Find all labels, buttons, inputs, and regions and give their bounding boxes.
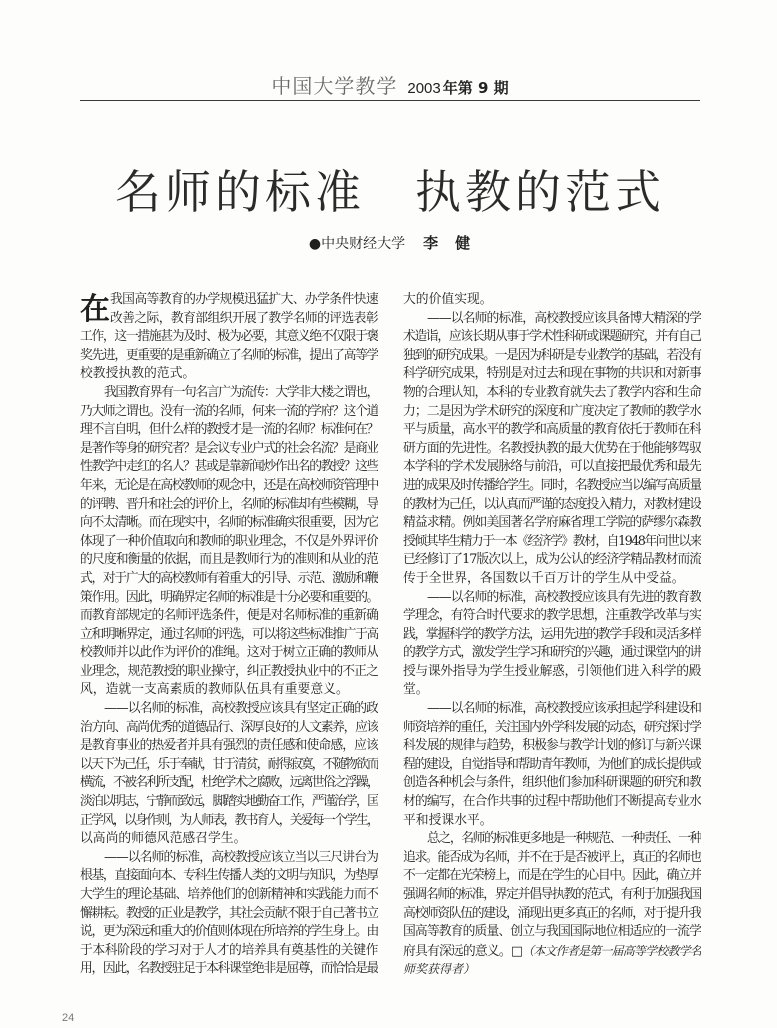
text-line: 科学研究成果，特别是对过去和现在事物的共识和对新事 [403,366,701,382]
text-line: 授与课外指导为学生授业解惑，引领他们进入科学的殿 [403,663,701,679]
right-column [403,291,701,991]
text-line: 立和明晰界定，通过名师的评选，可以将这些标准推广于高 [80,626,378,642]
text-line: 物的合理认知，本科的专业教育就失去了教学内容和生命 [403,384,701,400]
text-line: 改善之际，教育部组织开展了教学名师的评选表彰 [110,310,378,326]
text-line: 奖先进，更重要的是重新确立了名师的标准，提出了高等学 [80,347,378,363]
text-line: 力；二是因为学术研究的深度和广度决定了教师的教学水 [403,403,701,419]
text-line: 工作，这一措施甚为及时、极为必要，其意义绝不仅限于褒 [80,329,378,345]
text-line: 践，掌握科学的教学方法，运用先进的教学手段和灵活多样 [403,626,701,642]
text-line: 策作用。因此，明确界定名师的标准是十分必要和重要的。 [80,589,378,605]
text-line: 乃大师之谓也。没有一流的名师，何来一流的学府？这个道 [80,403,378,419]
text-line: ——以名师的标准，高校教授应该立当以三尺讲台为 [104,849,378,865]
text-line: ——以名师的标准，高校教授应该承担起学科建设和 [427,701,701,717]
text-line: ——以名师的标准，高校教授应该具有坚定正确的政 [104,701,378,717]
paragraph [80,700,378,849]
paragraph [80,291,378,384]
text-line: 研方面的先进性。名教授执教的最大优势在于他能够驾驭 [403,440,701,456]
text-line: 治方向、高尚优秀的道德品行、深厚良好的人文素养，应该 [80,719,378,735]
text-line: ——以名师的标准，高校教授应该具备博大精深的学 [427,310,701,326]
text-line: 向不太清晰。而在现实中，名师的标准确实很重要，因为它 [80,515,378,531]
text-line [403,960,701,979]
text-line: 创造各种机会与条件，组织他们参加科研课题的研究和教 [403,775,701,791]
author-note: （本文作者是第一届高等学校教学名 [522,943,701,958]
drop-cap: 在 [80,292,110,327]
author-name: 李 健 [423,234,472,252]
text-line: 是教育事业的热爱者并具有强烈的责任感和使命感，应该 [80,738,378,754]
text-line: 风，造就一支高素质的教师队伍具有重要意义。 [80,682,349,698]
text-line: 用，因此，名教授驻足于本科课堂绝非是屈尊，而恰恰是最 [80,961,378,977]
text-line: 根基，直接面向本、专科生传播人类的文明与知识，为垫厚 [80,868,378,884]
text-line: 平和授课水平。 [403,812,493,828]
text-line: 横流，不被名利所支配，杜绝学术之腐败，远离世俗之浮躁， [80,775,378,791]
text-line: 校教授执教的范式。 [80,366,196,382]
paragraph [80,849,378,979]
text-line: 授倾其毕生精力于一本《经济学》教材，自1948年问世以来 [403,533,701,549]
author-affiliation: ●中央财经大学 [308,236,406,252]
text-line: 以高尚的师德风范感召学生。 [80,831,247,847]
issue-label: 年第 9 期 [442,79,509,97]
closing-text: 府具有深远的意义。□ [403,943,523,959]
text-line: 体现了一种价值取向和教师的职业理念，不仅是外界评价 [80,533,378,549]
paragraph [403,310,701,589]
text-line: 术造诣，应该长期从事于学术性科研或课题研究，并有自己 [403,329,701,345]
text-line: 本学科的学术发展脉络与前沿，可以直接把最优秀和最先 [403,459,701,475]
text-line: 精益求精。例如美国著名学府麻省理工学院的萨缪尔森教 [403,515,701,531]
text-line: 程的建设，自觉指导和帮助青年教师，为他们的成长提供或 [403,756,701,772]
text-line: ——以名师的标准，高校教授应该具有先进的教育教 [427,589,701,605]
issue-year: 2003 [407,80,441,97]
text-line: 于本科阶段的学习对于人才的培养具有奠基性的关键作 [80,942,378,958]
text-line: 科发展的规律与趋势，积极参与教学计划的修订与新兴课 [403,738,701,754]
text-line: 高校师资队伍的建设，涌现出更多真正的名师，对于提升我 [403,905,701,921]
text-line: 式，对于广大的高校教师有着重大的引导、示范、激励和鞭 [80,570,378,586]
text-line: 大学生的理论基础、培养他们的创新精神和实践能力而不 [80,887,378,902]
text-line: 我国教育界有一句名言广为流传：大学非大楼之谓也， [104,384,378,400]
text-line: 校教师并以此作为评价的准绳。这对于树立正确的教师从 [80,645,378,661]
header-rule [80,100,700,101]
author-line [80,233,700,254]
text-line: 独到的研究成果。一是因为科研是专业教学的基础，若没有 [403,347,701,363]
text-line: 堂。 [403,682,429,698]
text-line: 而教育部规定的名师评选条件，便是对名师标准的重新确 [80,608,378,624]
text-line: 以天下为己任，乐于奉献，甘于清贫，耐得寂寞，不随物欲而 [80,756,378,772]
paragraph [403,700,701,830]
text-line: 年来，无论是在高校教师的观念中，还是在高校师资管理中 [80,477,378,493]
text-line: 业理念，规范教授的职业操守，纠正教授执业中的不正之 [80,663,378,679]
text-line: 材的编写，在合作共事的过程中帮助他们不断提高专业水 [403,794,701,810]
text-line: 传于全世界，各国数以千百万计的学生从中受益。 [403,570,685,586]
text-line [403,942,701,961]
left-column [80,291,378,991]
text-line: 不一定都在光荣榜上，而是在学生的心目中。因此，确立并 [403,868,701,884]
article-title: 名师的标准 执教的范式 [115,165,665,219]
text-line: 平与质量，高水平的教学和高质量的教育依托于教师在科 [403,422,701,438]
text-line: 正学风，以身作则，为人师表，教书育人，关爱每一个学生， [80,812,378,828]
journal-name: 中国大学教学 [271,74,398,98]
text-line: 淡泊以明志，宁静而致远，脚踏实地勤奋工作，严谨治学，匡 [80,794,378,810]
text-line: 的教学方式，激发学生学习和研究的兴趣，通过课堂内的讲 [403,645,701,661]
text-line: 学理念，有符合时代要求的教学思想，注重教学改革与实 [403,608,701,624]
text-line: 已经修订了17版次以上，成为公认的经济学精品教材而流 [403,552,701,568]
text-line: 师资培养的重任，关注国内外学科发展的动态，研究探讨学 [403,719,701,735]
text-line: 强调名师的标准，界定并倡导执教的范式，有利于加强我国 [403,887,701,902]
text-line: 说，更为深远和重大的价值则体现在所培养的学生身上。由 [80,924,378,940]
text-line: 总之，名师的标准更多地是一种规范、一种责任、一种 [427,831,701,847]
text-line: 性教学中走红的名人？甚或是靠新闻炒作出名的教授？这些 [80,459,378,475]
text-line: 的教材为己任，以认真而严谨的态度投入精力，对教材建设 [403,496,701,512]
author-note: 师奖获得者） [403,962,476,977]
paragraph [403,589,701,701]
paragraph [403,830,701,979]
text-line: 进的成果及时传播给学生。同时，名教授应当以编写高质量 [403,477,701,493]
paragraph [403,291,701,310]
text-line: 大的价值实现。 [403,292,493,307]
text-line: 理不言自明，但什么样的教授才是一流的名师？标准何在？ [80,422,378,438]
text-line: 的评聘、晋升和社会的评价上，名师的标准却有些模糊，导 [80,496,378,512]
text-line: 的尺度和衡量的依据，而且是教师行为的准则和从业的范 [80,552,378,568]
text-line: 我国高等教育的办学规模迅猛扩大、办学条件快速 [110,292,378,307]
text-line: 国高等教育的质量、创立与我国国际地位相适应的一流学 [403,924,701,940]
page-number: 24 [62,1012,75,1024]
text-line: 追求。能否成为名师，并不在于是否被评上，真正的名师也 [403,849,701,865]
text-line: 是著作等身的研究者？是会议专业户式的社会名流？是商业 [80,440,378,456]
paragraph [80,384,378,700]
journal-header [80,74,700,101]
text-line: 懈耕耘。教授的正业是教学，其社会贡献不限于自己著书立 [80,905,378,921]
